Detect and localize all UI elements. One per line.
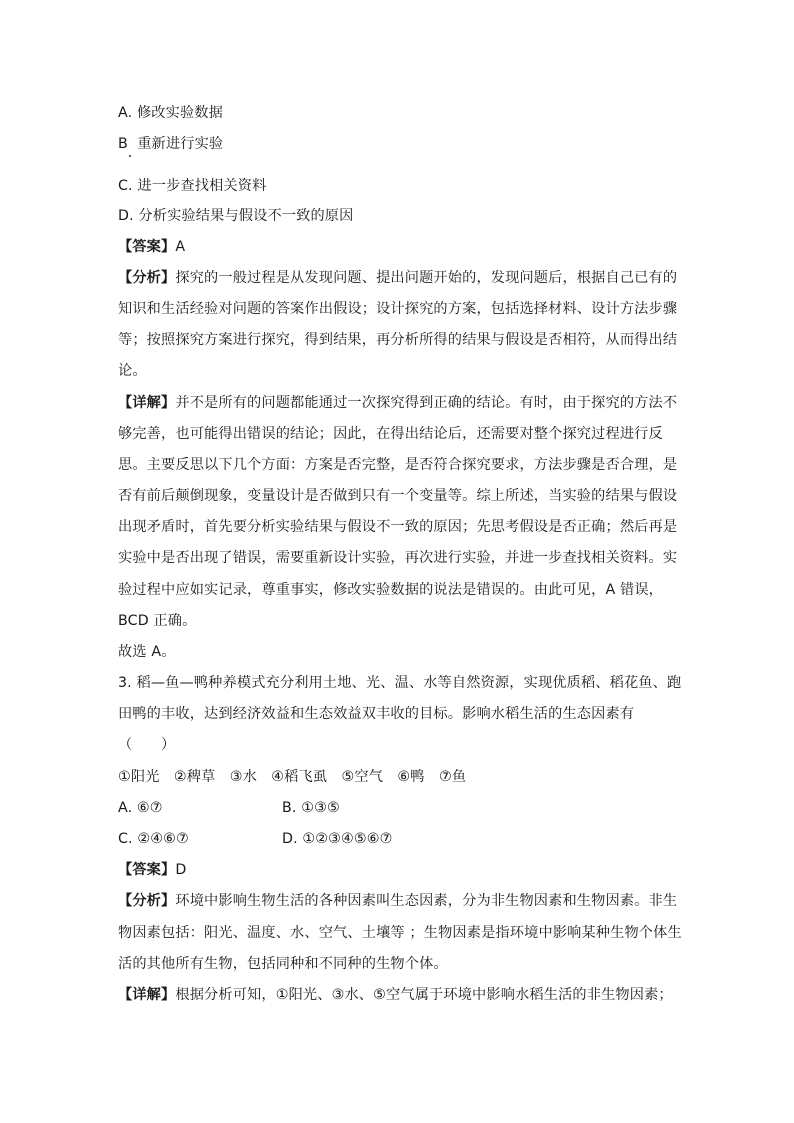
- option-d: [118, 206, 354, 226]
- q2-analysis-line: 知识和生活经验对问题的答案作出假设；设计探究的方案，包括选择材料、设计方法步骤: [118, 301, 678, 317]
- q2-detail-line: 验过程中应如实记录，尊重事实，修改实验数据的说法是错误的。由此可见，A 错误，: [118, 582, 664, 598]
- q2-detail-line: 出现矛盾时，首先要分析实验结果与假设不一致的原因；先思考假设是否正确；然后再是: [118, 519, 678, 535]
- option-letter: D.: [118, 208, 134, 224]
- option-text: 修改实验数据: [136, 105, 223, 121]
- answer-value: D: [175, 862, 187, 878]
- option-c: [118, 176, 266, 196]
- detail-tag: 【详解】: [118, 395, 176, 411]
- detail-text: 并不是所有的问题都能通过一次探究得到正确的结论。有时，由于探究的方法不: [175, 395, 678, 411]
- q3-stem-line: （ ）: [118, 737, 176, 753]
- q3-analysis-line: 物因素包括：阳光、温度、水、空气、土壤等 ；生物因素是指环境中影响某种生物个体生: [118, 925, 682, 941]
- option-text: 重新进行实验: [137, 136, 224, 152]
- option-letter: C.: [118, 178, 133, 194]
- option-letter: B: [118, 136, 128, 152]
- answer-tag: 【答案】: [118, 239, 176, 255]
- q2-analysis-line: [118, 268, 677, 288]
- q3-options-row-1: [118, 798, 678, 818]
- q3-analysis-line: 活的其他所有生物，包括同种和不同种的生物个体。: [118, 956, 448, 972]
- option-b: [118, 134, 223, 154]
- q3-analysis-line: [118, 891, 677, 911]
- q3-option-b: B. ①③⑤: [282, 800, 340, 816]
- q3-detail-line: [118, 985, 673, 1005]
- option-a: [118, 103, 223, 123]
- q2-analysis-line: 论。: [118, 363, 147, 379]
- option-text: 分析实验结果与假设不一致的原因: [138, 208, 354, 224]
- q3-stem-line: 3. 稻—鱼—鸭种养模式充分利用土地、光、温、水等自然资源，实现优质稻、稻花鱼、跑: [118, 675, 682, 691]
- q3-items: ①阳光 ②稗草 ③水 ④稻飞虱 ⑤空气 ⑥鸭 ⑦鱼: [118, 769, 467, 785]
- option-letter: A.: [118, 105, 133, 121]
- q2-detail-line: 够完善，也可能得出错误的结论；因此，在得出结论后，还需要对整个探究过程进行反: [118, 426, 663, 442]
- q2-analysis-line: 等；按照探究方案进行探究，得到结果，再分析所得的结果与假设是否相符，从而得出结: [118, 332, 678, 348]
- q2-detail-line: [118, 393, 677, 413]
- q3-option-a: A. ⑥⑦: [118, 800, 163, 816]
- q2-detail-line: 思。主要反思以下几个方面：方案是否完整，是否符合探究要求，方法步骤是否合理，是: [118, 457, 678, 473]
- answer-value: A: [175, 239, 186, 255]
- q3-option-d: D. ①②③④⑤⑥⑦: [282, 831, 393, 847]
- q3-option-c: C. ②④⑥⑦: [118, 831, 189, 847]
- option-text: 进一步查找相关资料: [137, 178, 267, 194]
- q3-options-row-2: [118, 829, 678, 849]
- detail-tag: 【详解】: [118, 987, 176, 1003]
- q2-detail-line: BCD 正确。: [118, 613, 197, 629]
- q2-answer: [118, 237, 185, 257]
- q3-answer: [118, 860, 186, 880]
- q2-conclusion: 故选 A。: [118, 644, 176, 660]
- analysis-tag: 【分析】: [118, 270, 176, 286]
- analysis-text: 环境中影响生物生活的各种因素叫生态因素，分为非生物因素和生物因素。非生: [175, 893, 678, 909]
- q2-detail-line: 实验中是否出现了错误，需要重新设计实验，再次进行实验，并进一步查找相关资料。实: [118, 550, 678, 566]
- detail-text: 根据分析可知，①阳光、③水、⑤空气属于环境中影响水稻生活的非生物因素；: [175, 987, 673, 1003]
- analysis-tag: 【分析】: [118, 893, 176, 909]
- analysis-text: 探究的一般过程是从发现问题、提出问题开始的，发现问题后，根据自己已有的: [175, 270, 678, 286]
- q2-detail-line: 否有前后颠倒现象，变量设计是否做到只有一个变量等。综上所述，当实验的结果与假设: [118, 488, 678, 504]
- stray-dot: [129, 155, 131, 157]
- q3-stem-line: 田鸭的丰收，达到经济效益和生态效益双丰收的目标。影响水稻生活的生态因素有: [118, 706, 635, 722]
- answer-tag: 【答案】: [118, 862, 176, 878]
